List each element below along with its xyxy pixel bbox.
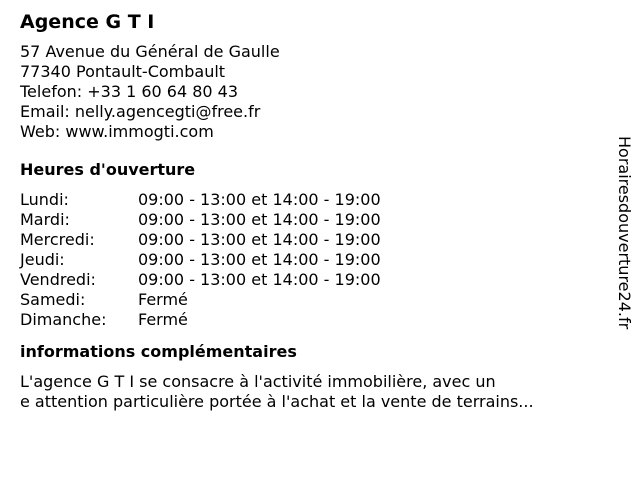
info-line1: L'agence G T I se consacre à l'activité immobilière, avec un — [20, 372, 496, 391]
phone-line: Telefon: +33 1 60 64 80 43 — [20, 82, 239, 101]
hours-time: Fermé — [138, 310, 188, 329]
business-card — [20, 10, 600, 412]
hours-row — [20, 250, 381, 270]
hours-time: 09:00 - 13:00 et 14:00 - 19:00 — [138, 210, 381, 229]
hours-row — [20, 230, 381, 250]
hours-time: 09:00 - 13:00 et 14:00 - 19:00 — [138, 270, 381, 289]
contact-block — [20, 42, 600, 142]
hours-table — [20, 190, 381, 330]
hours-day: Samedi: — [20, 290, 86, 309]
info-line2: e attention particulière portée à l'achat et la vente de terrains... — [20, 392, 534, 411]
address-line2: 77340 Pontault-Combault — [20, 62, 226, 81]
hours-day: Jeudi: — [20, 250, 65, 269]
info-description — [20, 372, 600, 412]
address-line1: 57 Avenue du Général de Gaulle — [20, 42, 280, 61]
hours-title: Heures d'ouverture — [20, 160, 196, 179]
hours-time: 09:00 - 13:00 et 14:00 - 19:00 — [138, 190, 381, 209]
hours-day: Lundi: — [20, 190, 69, 209]
hours-row — [20, 190, 381, 210]
hours-day: Dimanche: — [20, 310, 107, 329]
web-line: Web: www.immogti.com — [20, 122, 214, 141]
email-line: Email: nelly.agencegti@free.fr — [20, 102, 261, 121]
hours-day: Mercredi: — [20, 230, 95, 249]
hours-day: Vendredi: — [20, 270, 96, 289]
hours-day: Mardi: — [20, 210, 70, 229]
info-title: informations complémentaires — [20, 342, 297, 361]
hours-row — [20, 290, 381, 310]
hours-row — [20, 210, 381, 230]
hours-row — [20, 310, 381, 330]
hours-time: 09:00 - 13:00 et 14:00 - 19:00 — [138, 230, 381, 249]
hours-row — [20, 270, 381, 290]
hours-time: 09:00 - 13:00 et 14:00 - 19:00 — [138, 250, 381, 269]
site-watermark: Horairesdouverture24.fr — [615, 136, 634, 330]
business-name: Agence G T I — [20, 11, 155, 33]
hours-time: Fermé — [138, 290, 188, 309]
